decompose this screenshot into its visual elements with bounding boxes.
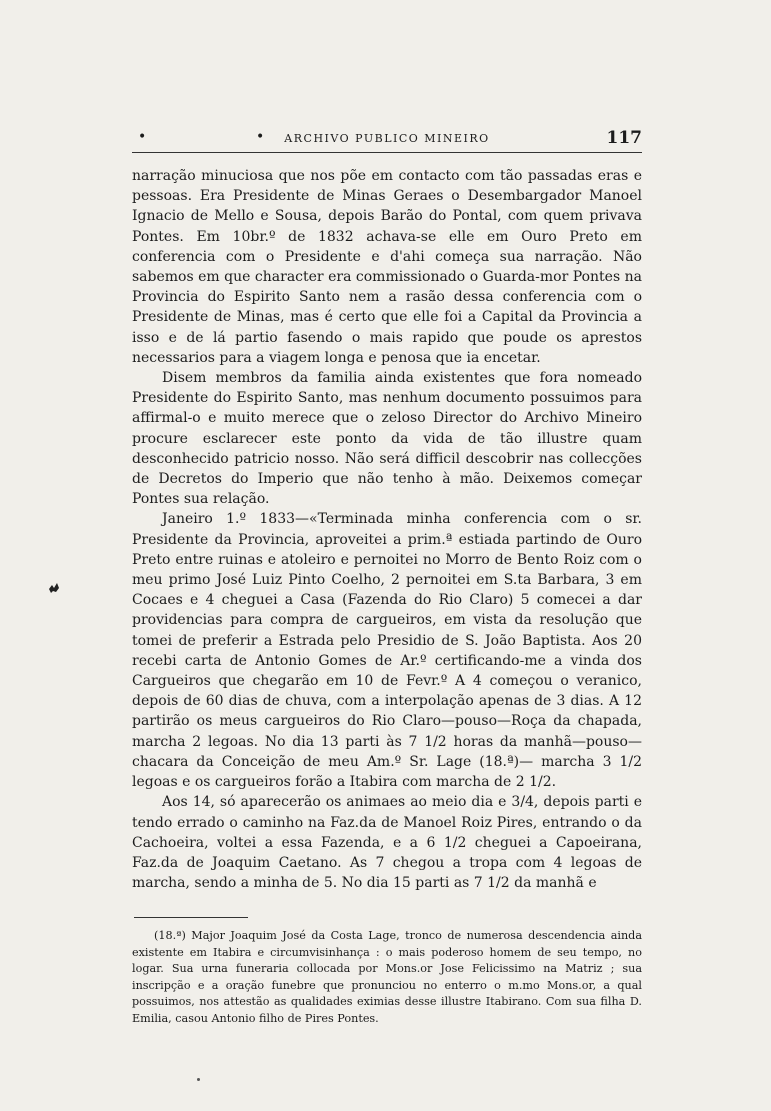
running-header [132, 126, 642, 153]
header-title: ARCHIVO PUBLICO MINEIRO [284, 132, 490, 145]
paragraph: Disem membros da familia ainda existentes que fora nomeado Presidente do Espirito Santo, mas nenhum documento possuimos para affirmal-o e muito merece que o zeloso Director do Archivo Mineiro procure esclarecer este ponto da vida de tão illustre quam desconhecido patricio nosso. Não será difficil descobrir nas collecções de Decretos do Imperio que não tenho à mão. Deixemos começar Pontes sua relação. [132, 370, 642, 508]
body-text [132, 166, 642, 893]
footnote-text: (18.ª) Major Joaquim José da Costa Lage, tronco de numerosa descendencia ainda existente em Itabira e circumvisinhança : o mais poderoso homem de seu tempo, no logar. Sua urna funeraria collocada por Mons.or Jose Felicissimo na Matriz ; sua inscripção e a oração funebre que pronunciou no enterro o m.mo Mons.or, a qual possuimos, nos attestão as qualidades eximias desse illustre Itabirano. Com sua filha D. Emilia, casou Antonio filho de Pires Pontes. [132, 929, 642, 1025]
header-bullet: • [256, 129, 265, 145]
paragraph: Janeiro 1.º 1833—«Terminada minha conferencia com o sr. Presidente da Provincia, aproveitei a prim.ª estiada partindo de Ouro Preto entre ruinas e atoleiro e pernoitei no Morro de Bento Roiz com o meu primo José Luiz Pinto Coelho, 2 pernoitei em S.ta Barbara, 3 em Cocaes e 4 cheguei a Casa (Fazenda do Rio Claro) 5 comecei a dar providencias para compra de cargueiros, em vista da resolução que tomei de preferir a Estrada pelo Presidio de S. João Baptista. Aos 20 recebi carta de Antonio Gomes de Ar.º certificando-me a vinda dos Cargueiros que chegarão em 10 de Fevr.º A 4 começou o veranico, depois de 60 dias de chuva, com a interpolação apenas de 3 dias. A 12 partirão os meus cargueiros do Rio Claro—pouso—Roça da chapada, marcha 2 legoas. No dia 13 parti às 7 1/2 horas da manhã—pouso—chacara da Conceição de meu Am.º Sr. Lage (18.ª)— marcha 3 1/2 legoas e os cargueiros forão a Itabira com marcha de 2 1/2. [132, 511, 642, 791]
ink-blot-icon [46, 580, 62, 596]
footnote-separator [134, 917, 248, 918]
footnote [132, 928, 642, 1028]
paragraph: Aos 14, só aparecerão os animaes ao meio dia e 3/4, depois parti e tendo errado o caminho na Faz.da de Manoel Roiz Pires, entrando o da Cachoeira, voltei a essa Fazenda, e a 6 1/2 cheguei a Capoeirana, Faz.da de Joaquim Caetano. As 7 chegou a tropa com 4 legoas de marcha, sendo a minha de 5. No dia 15 parti as 7 1/2 da manhã e [132, 794, 642, 892]
paragraph: narração minuciosa que nos põe em contacto com tão passadas eras e pessoas. Era Presidente de Minas Geraes o Desembargador Manoel Ignacio de Mello e Sousa, depois Barão do Pontal, com quem privava Pontes. Em 10br.º de 1832 achava-se elle em Ouro Preto em conferencia com o Presidente e d'ahi começa sua narração. Não sabemos em que character era commissionado o Guarda-mor Pontes na Provincia do Espirito Santo nem a rasão dessa conferencia com o Presidente de Minas, mas é certo que elle foi a Capital da Provincia a isso e de lá partio fasendo o mais rapido que poude os aprestos necessarios para a viagem longa e penosa que ia encetar. [132, 168, 642, 366]
ink-speck [197, 1078, 200, 1081]
header-bullet: • [138, 129, 147, 145]
page-number: 117 [606, 128, 642, 148]
